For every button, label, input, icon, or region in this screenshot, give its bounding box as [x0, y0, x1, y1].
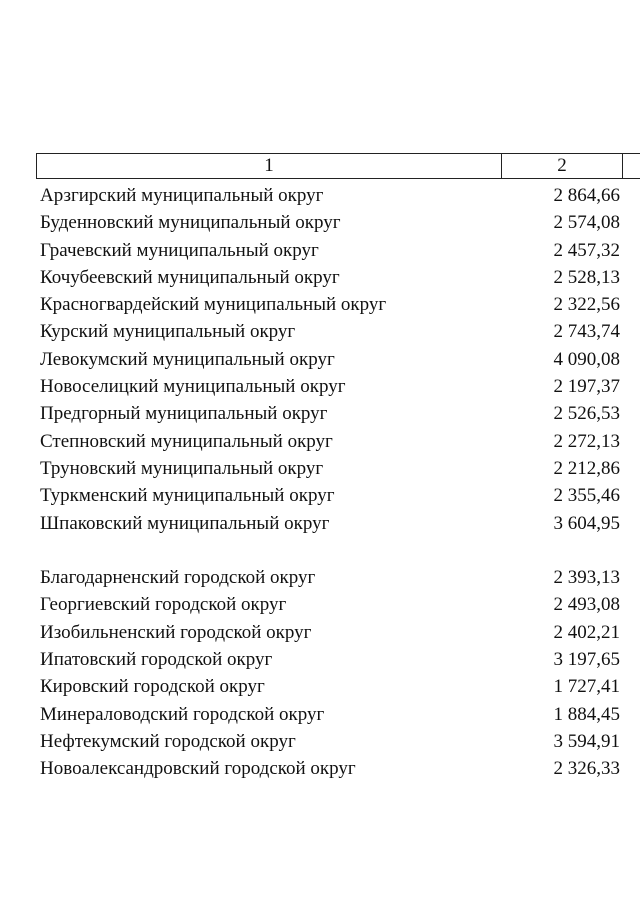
- header-col-3: [623, 154, 640, 178]
- district-value: 2 402,21: [553, 621, 620, 643]
- table-row: [40, 182, 620, 209]
- district-value: 2 526,53: [553, 403, 620, 425]
- table-row: [40, 237, 620, 264]
- table-row: [40, 482, 620, 509]
- district-name: Ипатовский городской округ: [40, 649, 273, 671]
- table-row: [40, 701, 620, 728]
- table-row: [40, 755, 620, 782]
- district-name: Минераловодский городской округ: [40, 703, 325, 725]
- district-name: Буденновский муниципальный округ: [40, 212, 341, 234]
- district-value: 4 090,08: [553, 348, 620, 370]
- district-name: Грачевский муниципальный округ: [40, 239, 319, 261]
- district-name: Новоселицкий муниципальный округ: [40, 376, 346, 398]
- district-value: 3 197,65: [553, 649, 620, 671]
- table-row: [40, 646, 620, 673]
- district-name: Шпаковский муниципальный округ: [40, 512, 330, 534]
- district-value: 2 528,13: [553, 266, 620, 288]
- header-col-2: 2: [502, 154, 623, 178]
- table-row: [40, 428, 620, 455]
- district-value: 2 326,33: [553, 758, 620, 780]
- district-value: 2 272,13: [553, 430, 620, 452]
- city-districts-group: [40, 564, 620, 782]
- district-name: Туркменский муниципальный округ: [40, 485, 335, 507]
- district-name: Предгорный муниципальный округ: [40, 403, 328, 425]
- district-value: 2 743,74: [553, 321, 620, 343]
- table-row: [40, 673, 620, 700]
- table-row: [40, 373, 620, 400]
- header-col-1: 1: [37, 154, 502, 178]
- district-value: 2 197,37: [553, 376, 620, 398]
- district-name: Георгиевский городской округ: [40, 594, 287, 616]
- district-name: Благодарненский городской округ: [40, 567, 316, 589]
- district-name: Арзгирский муниципальный округ: [40, 185, 324, 206]
- table-row: [40, 209, 620, 236]
- district-name: Нефтекумский городской округ: [40, 730, 296, 752]
- district-name: Кочубеевский муниципальный округ: [40, 266, 340, 288]
- table-row: [40, 510, 620, 537]
- table-row: [40, 400, 620, 427]
- district-value: 2 457,32: [553, 239, 620, 261]
- district-name: Степновский муниципальный округ: [40, 430, 333, 452]
- district-name: Труновский муниципальный округ: [40, 457, 324, 479]
- table-header-row: [36, 153, 640, 179]
- municipal-districts-group: [40, 182, 620, 537]
- district-name: Левокумский муниципальный округ: [40, 348, 335, 370]
- district-value: 2 493,08: [553, 594, 620, 616]
- table-row: [40, 619, 620, 646]
- district-name: Новоалександровский городской округ: [40, 758, 356, 780]
- table-row: [40, 591, 620, 618]
- district-value: 3 604,95: [553, 512, 620, 534]
- table-row: [40, 728, 620, 755]
- table-row: [40, 291, 620, 318]
- district-value: 1 884,45: [553, 703, 620, 725]
- group-separator: [40, 537, 620, 564]
- table-row: [40, 264, 620, 291]
- district-name: Кировский городской округ: [40, 676, 265, 698]
- district-name: Изобильненский городской округ: [40, 621, 312, 643]
- district-value: 2 355,46: [553, 485, 620, 507]
- district-value: 2 393,13: [553, 567, 620, 589]
- district-value: 2 864,66: [553, 185, 620, 206]
- district-name: Красногвардейский муниципальный округ: [40, 294, 387, 316]
- district-value: 2 212,86: [553, 457, 620, 479]
- district-name: Курский муниципальный округ: [40, 321, 296, 343]
- table-row: [40, 455, 620, 482]
- table-body: [40, 182, 620, 783]
- district-value: 1 727,41: [553, 676, 620, 698]
- district-value: 2 574,08: [553, 212, 620, 234]
- district-value: 2 322,56: [553, 294, 620, 316]
- table-row: [40, 318, 620, 345]
- table-row: [40, 346, 620, 373]
- district-value: 3 594,91: [553, 730, 620, 752]
- table-row: [40, 564, 620, 591]
